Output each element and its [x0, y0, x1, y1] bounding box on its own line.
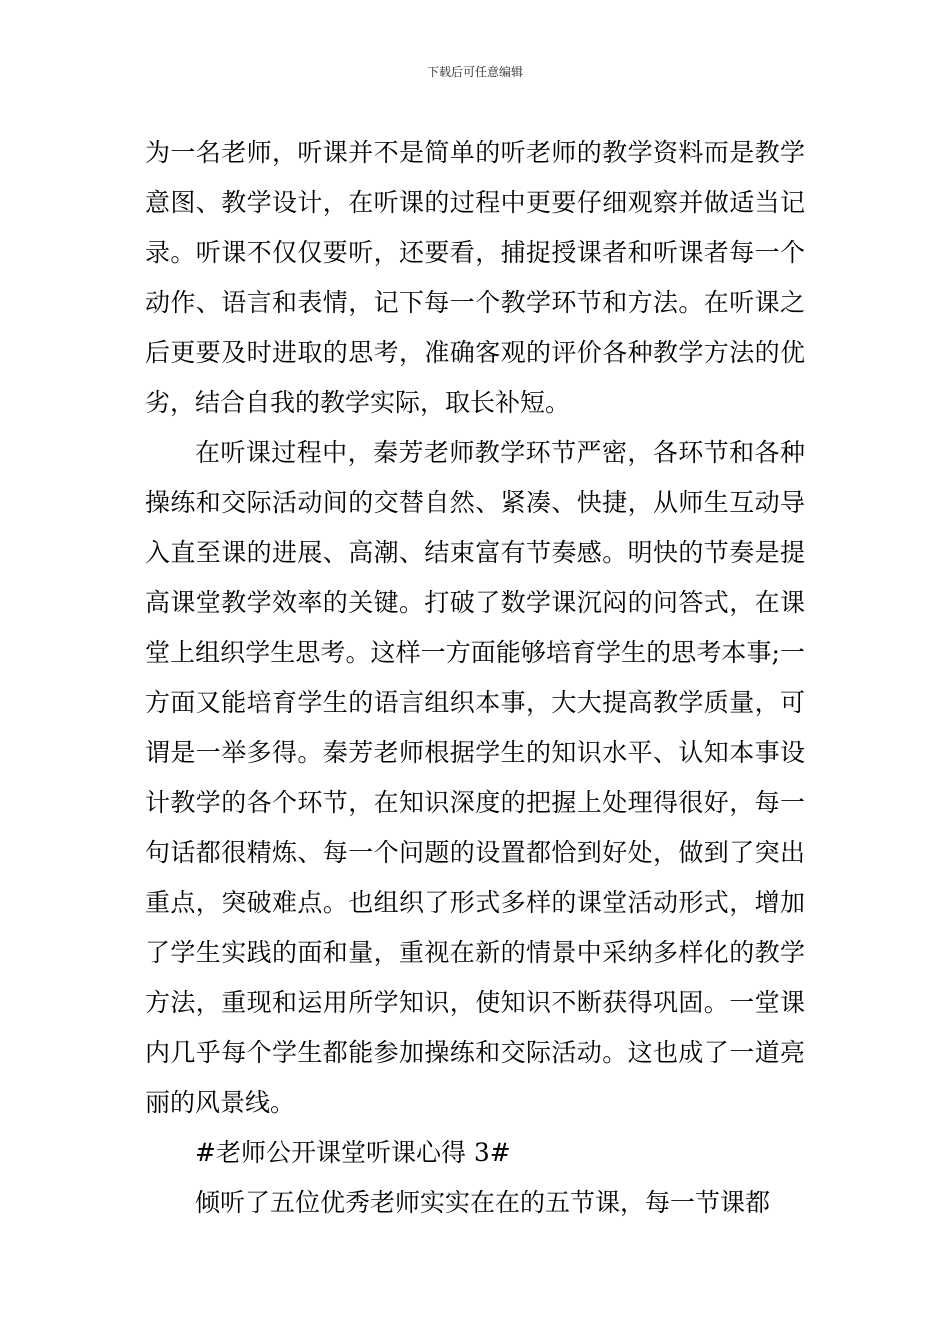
- paragraph-next: 倾听了五位优秀老师实实在在的五节课，每一节课都: [195, 1188, 771, 1217]
- paragraph-continued: 为一名老师，听课并不是简单的听老师的教学资料而是教学意图、教学设计，在听课的过程中更要仔细观察并做适当记录。听课不仅仅要听，还要看，捕捉授课者和听课者每一个动作、语言和表情，记下每一个教学环节和方法。在听课之后更要及时进取的思考，准确客观的评价各种教学方法的优劣，结合自我的教学实际，取长补短。: [145, 138, 805, 417]
- document-body: [145, 128, 805, 1228]
- paragraph-observation: 在听课过程中，秦芳老师教学环节严密，各环节和各种操练和交际活动间的交替自然、紧凑、快捷，从师生互动导入直至课的进展、高潮、结束富有节奏感。明快的节奏是提高课堂教学效率的关键。打破了数学课沉闷的问答式，在课堂上组织学生思考。这样一方面能够培育学生的思考本事;一方面又能培育学生的语言组织本事，大大提高教学质量，可谓是一举多得。秦芳老师根据学生的知识水平、认知本事设计教学的各个环节，在知识深度的把握上处理得很好，每一句话都很精炼、每一个问题的设置都恰到好处，做到了突出重点，突破难点。也组织了形式多样的课堂活动形式，增加了学生实践的面和量，重视在新的情景中采纳多样化的教学方法，重现和运用所学知识，使知识不断获得巩固。一堂课内几乎每个学生都能参加操练和交际活动。这也成了一道亮丽的风景线。: [145, 438, 805, 1117]
- page-header: 下载后可任意编辑: [426, 65, 523, 79]
- section-heading: #老师公开课堂听课心得 3#: [195, 1138, 511, 1167]
